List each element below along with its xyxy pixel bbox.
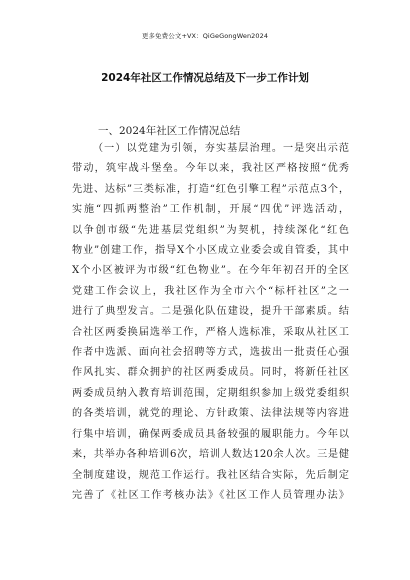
body-line: 作风扎实、群众拥护的社区两委成员。同时，将新任社区 [72,367,349,379]
body-line: 先进、达标”三类标准，打造“红色引擎工程”示范点3个， [72,183,349,195]
header-note: 更多免费公文+VX：QiGeGongWen2024 [141,32,269,40]
body-line: 两委成员纳入教育培训范围，定期组织参加上级党委组织 [72,387,349,399]
body-line: 带动，筑牢战斗堡垒。今年以来，我社区严格按照“优秀 [72,163,349,175]
body-line: 行集中培训，确保两委成员具备较强的履职能力。今年以 [72,428,349,440]
body-line: 以争创市级“先进基层党组织”为契机，持续深化“红色 [72,224,349,236]
body-line: 党建工作会议上，我社区作为全市六个“标杆社区”之一 [72,285,349,297]
body-line: X个小区被评为市级“红色物业”。在今年年初召开的全区 [72,265,349,277]
body-line: 进行了典型发言。二是强化队伍建设，提升干部素质。结 [72,306,349,318]
body-line: 物业”创建工作，指导X个小区成立业委会或自管委，其中 [72,245,349,257]
document-title: 2024年社区工作情况总结及下一步工作计划 [101,72,309,84]
body-line: 作者中选派、面向社会招聘等方式，选拔出一批责任心强 [72,347,349,359]
body-line: （一）以党建为引领，夯实基层治理。一是突出示范 [93,143,349,154]
section-heading: 一、2024年社区工作情况总结 [98,125,241,137]
body-line: 全制度建设，规范工作运行。我社区结合实际，先后制定 [72,469,349,481]
body-line: 合社区两委换届选举工作，严格人选标准，采取从社区工 [72,326,349,338]
body-line: 来，共举办各种培训6次，培训人数达120余人次。三是健 [72,449,349,461]
body-paragraph [72,139,349,506]
body-line: 完善了《社区工作考核办法》《社区工作人员管理办法》 [72,489,349,501]
body-line: 的各类培训，就党的理论、方针政策、法律法规等内容进 [72,408,349,420]
body-line: 实施“四抓两整治”工作机制，开展“四优”评选活动， [72,204,349,216]
